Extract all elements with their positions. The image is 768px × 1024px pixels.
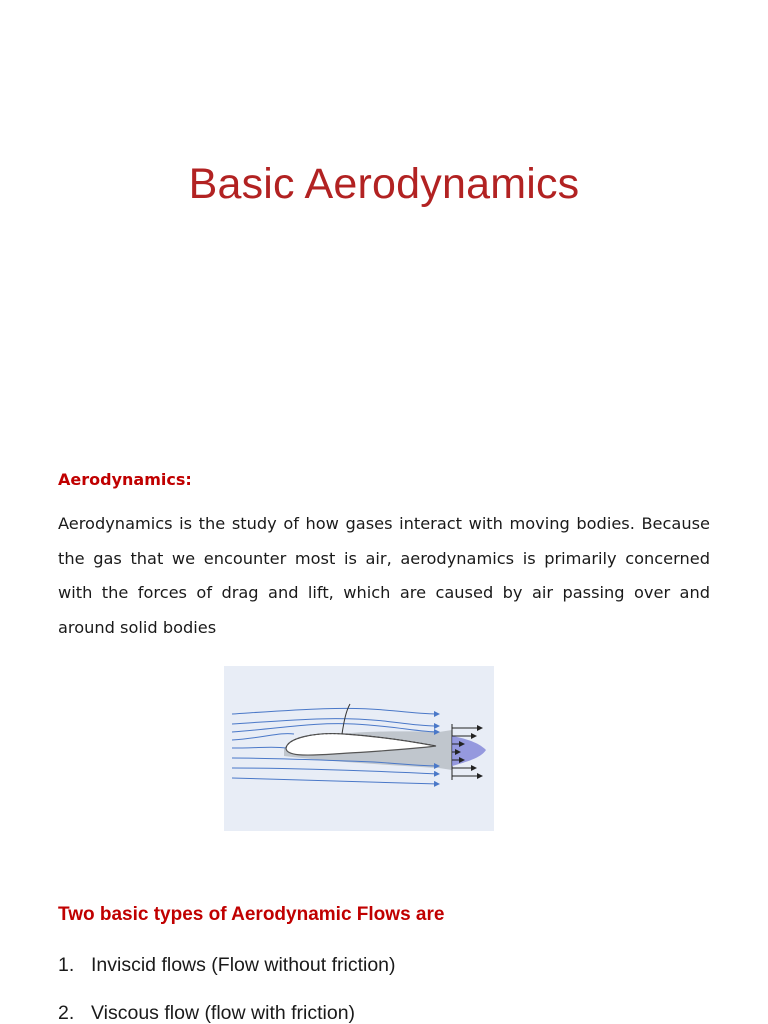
list-item-number: 1. (58, 954, 75, 976)
airfoil-flow-figure (224, 666, 494, 831)
airfoil-flow-icon (224, 666, 494, 831)
velocity-profile (452, 724, 486, 780)
section-heading: Aerodynamics: (58, 470, 192, 489)
list-item-number: 2. (58, 1002, 75, 1024)
list-item (58, 1002, 355, 1024)
page-title: Basic Aerodynamics (188, 160, 580, 208)
flows-heading: Two basic types of Aerodynamic Flows are (58, 904, 445, 925)
section-paragraph: Aerodynamics is the study of how gases interact with moving bodies. Because the gas that we encounter most is air, aerodynamics is primarily concerned with the forces of drag and lift, which are caused by air passing over and around solid bodies (58, 514, 710, 637)
list-item (58, 954, 396, 977)
list-item-label: Viscous flow (flow with friction) (91, 1002, 356, 1024)
list-item-label: Inviscid flows (Flow without friction) (91, 954, 396, 976)
